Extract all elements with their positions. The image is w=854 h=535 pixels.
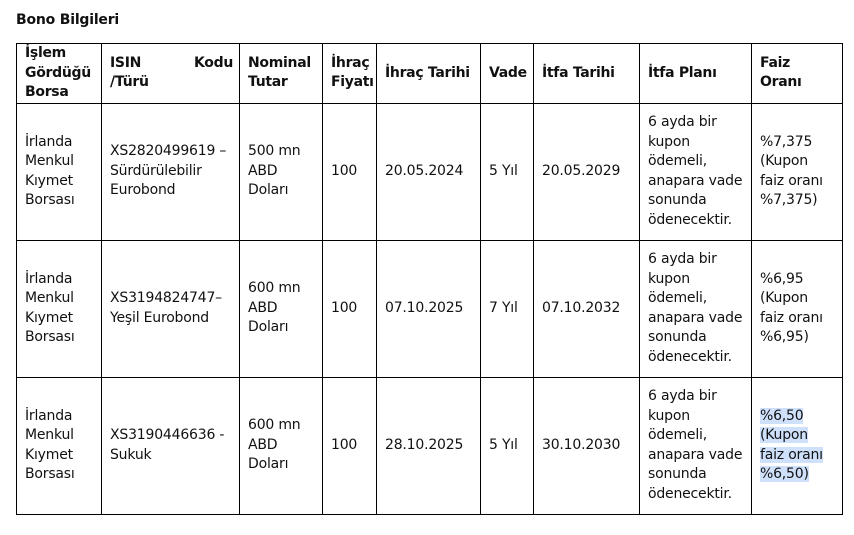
- header-interest-rate: Faiz Oranı: [752, 44, 843, 104]
- header-price: İhraç Fiyatı: [323, 44, 377, 104]
- header-issue-date: İhraç Tarihi: [377, 44, 481, 104]
- table-row: [17, 103, 843, 240]
- header-isin-code-label: Kodu: [193, 54, 233, 71]
- cell-price: 100: [323, 240, 377, 377]
- cell-price: 100: [323, 377, 377, 514]
- cell-redemption-date: 30.10.2030: [534, 377, 640, 514]
- cell-nominal: 600 mn ABD Doları: [240, 377, 323, 514]
- header-isin-label: ISIN: [110, 54, 142, 71]
- header-isin-type-label: /Türü: [110, 74, 149, 91]
- header-exchange: İşlem Gördüğü Borsa: [17, 44, 102, 104]
- cell-redemption-date: 20.05.2029: [534, 103, 640, 240]
- bond-info-table: [16, 43, 843, 515]
- cell-interest-rate: %7,375 (Kupon faiz oranı %7,375): [752, 103, 843, 240]
- cell-isin: XS3190446636 - Sukuk: [102, 377, 240, 514]
- cell-exchange: İrlanda Menkul Kıymet Borsası: [17, 103, 102, 240]
- page-title: Bono Bilgileri: [16, 12, 120, 28]
- cell-maturity: 5 Yıl: [481, 377, 534, 514]
- header-nominal: Nominal Tutar: [240, 44, 323, 104]
- cell-redemption-plan: 6 ayda bir kupon ödemeli, anapara vade sonunda ödenecektir.: [640, 240, 752, 377]
- header-redemption-plan: İtfa Planı: [640, 44, 752, 104]
- cell-interest-rate: %6,95 (Kupon faiz oranı %6,95): [752, 240, 843, 377]
- header-maturity: Vade: [481, 44, 534, 104]
- cell-issue-date: 28.10.2025: [377, 377, 481, 514]
- header-isin: [102, 44, 240, 104]
- cell-nominal: 600 mn ABD Doları: [240, 240, 323, 377]
- cell-maturity: 7 Yıl: [481, 240, 534, 377]
- cell-maturity: 5 Yıl: [481, 103, 534, 240]
- cell-exchange: İrlanda Menkul Kıymet Borsası: [17, 377, 102, 514]
- table-header-row: [17, 44, 843, 104]
- cell-isin: XS2820499619 – Sürdürülebilir Eurobond: [102, 103, 240, 240]
- cell-nominal: 500 mn ABD Doları: [240, 103, 323, 240]
- cell-issue-date: 20.05.2024: [377, 103, 481, 240]
- cell-redemption-date: 07.10.2032: [534, 240, 640, 377]
- table-row: [17, 240, 843, 377]
- cell-issue-date: 07.10.2025: [377, 240, 481, 377]
- header-redemption-date: İtfa Tarihi: [534, 44, 640, 104]
- cell-price: 100: [323, 103, 377, 240]
- table-row: [17, 377, 843, 514]
- selected-text[interactable]: %6,50 (Kupon faiz oranı %6,50): [760, 407, 823, 482]
- cell-redemption-plan: 6 ayda bir kupon ödemeli, anapara vade sonunda ödenecektir.: [640, 377, 752, 514]
- cell-isin: XS3194824747– Yeşil Eurobond: [102, 240, 240, 377]
- cell-exchange: İrlanda Menkul Kıymet Borsası: [17, 240, 102, 377]
- cell-interest-rate-highlighted[interactable]: [752, 377, 843, 514]
- cell-redemption-plan: 6 ayda bir kupon ödemeli, anapara vade sonunda ödenecektir.: [640, 103, 752, 240]
